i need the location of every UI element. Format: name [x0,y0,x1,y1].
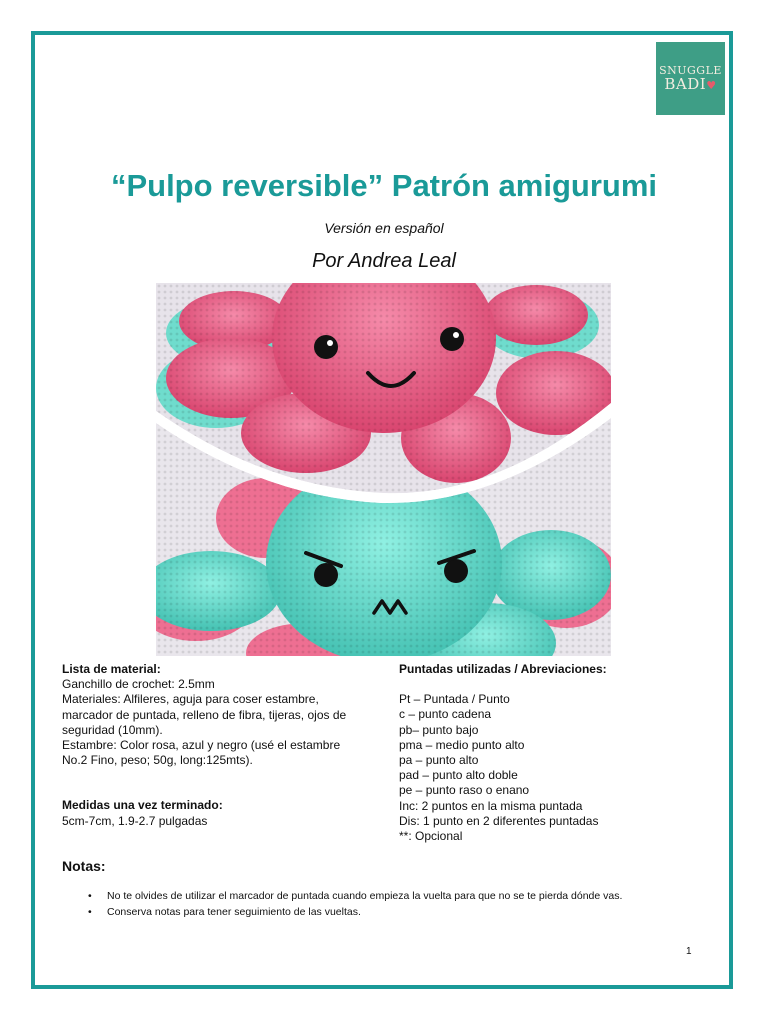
measures-heading: Medidas una vez terminado: [62,798,223,813]
stitch-item: pad – punto alto doble [399,768,518,783]
materials-line: No.2 Fino, peso; 50g, long:125mts). [62,753,253,768]
notes-item: • Conserva notas para tener seguimiento de las vueltas. [88,904,622,920]
notes-heading: Notas: [62,858,106,874]
stitches-heading: Puntadas utilizadas / Abreviaciones: [399,662,607,676]
logo-line-2: BADI♥ [664,75,717,93]
document-subtitle: Versión en español [324,220,444,236]
stitch-item: Pt – Puntada / Punto [399,692,510,707]
stitch-item: pma – medio punto alto [399,737,525,752]
notes-item: • No te olvides de utilizar el marcador de puntada cuando empieza la vuelta para que no se te pierda dónde vas. [88,888,622,904]
stitches-section [399,662,699,844]
snuggle-badi-logo [656,42,725,115]
stitch-item: Inc: 2 puntos en la misma puntada [399,798,583,813]
stitch-item: pa – punto alto [399,753,479,768]
stitch-item: pb– punto bajo [399,722,479,737]
notes-list [88,888,622,920]
materials-heading: Lista de material: [62,662,161,676]
document-author: Por Andrea Leal [312,250,456,272]
document-title: “Pulpo reversible” Patrón amigurumi [110,168,658,203]
heart-icon: ♥ [706,79,717,92]
materials-line: seguridad (10mm). [62,722,163,737]
stitch-item: pe – punto raso o enano [399,783,530,798]
materials-line: marcador de puntada, relleno de fibra, tijeras, ojos de [62,707,347,722]
octopus-photo [156,283,611,656]
logo-line-1: SNUGGLE [659,64,722,77]
materials-line: Materiales: Alfileres, aguja para coser estambre, [62,692,319,707]
materials-line: Estambre: Color rosa, azul y negro (usé el estambre [62,738,341,753]
materials-line: Ganchillo de crochet: 2.5mm [62,677,215,692]
stitch-item: **: Opcional [399,829,463,844]
measures-value: 5cm-7cm, 1.9-2.7 pulgadas [62,813,208,828]
materials-section [62,662,362,829]
stitch-item: c – punto cadena [399,707,492,722]
stitch-item: Dis: 1 punto en 2 diferentes puntadas [399,813,599,828]
page-number: 1 [686,946,692,957]
